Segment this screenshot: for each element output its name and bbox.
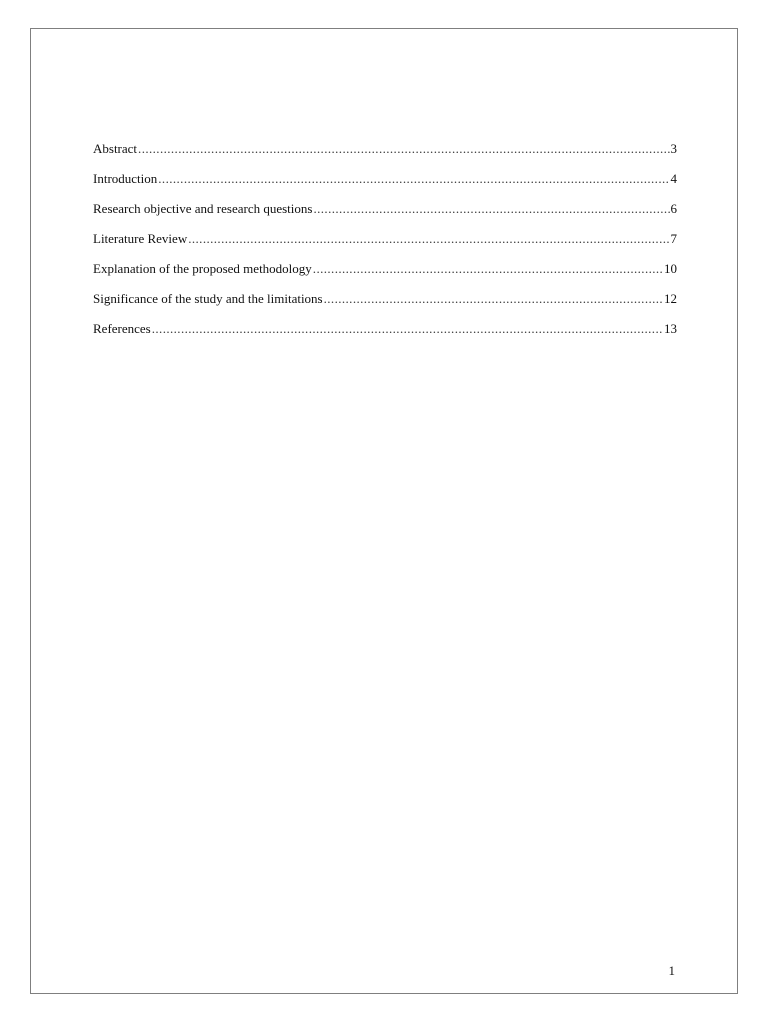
page-number: 1 (668, 963, 675, 978)
toc-entry-research-objective[interactable] (93, 201, 677, 231)
toc-entry-title: References (93, 321, 151, 336)
toc-dot-leader (313, 261, 663, 277)
toc-entry-page: 12 (664, 291, 677, 306)
toc-entry-page: 4 (670, 171, 677, 186)
toc-entry-title: Literature Review (93, 231, 188, 246)
toc-dot-leader (138, 141, 669, 157)
toc-entry-methodology[interactable] (93, 261, 677, 291)
toc-entry-title: Explanation of the proposed methodology (93, 261, 312, 276)
toc-entry-abstract[interactable] (93, 141, 677, 171)
toc-dot-leader (313, 201, 669, 217)
toc-entry-page: 3 (670, 141, 677, 156)
toc-entry-page: 6 (670, 201, 677, 216)
toc-entry-introduction[interactable] (93, 171, 677, 201)
toc-entry-title: Abstract (93, 141, 138, 156)
document-page (30, 28, 738, 994)
toc-entry-page: 10 (664, 261, 677, 276)
toc-dot-leader (158, 171, 669, 187)
toc-dot-leader (152, 321, 663, 337)
toc-entry-references[interactable] (93, 321, 677, 351)
toc-entry-literature-review[interactable] (93, 231, 677, 261)
toc-entry-title: Research objective and research questions (93, 201, 313, 216)
toc-entry-title: Significance of the study and the limitations (93, 291, 323, 306)
toc-dot-leader (188, 231, 669, 247)
toc-entry-page: 7 (670, 231, 677, 246)
toc-entry-significance[interactable] (93, 291, 677, 321)
table-of-contents (93, 141, 677, 351)
toc-entry-page: 13 (664, 321, 677, 336)
toc-entry-title: Introduction (93, 171, 158, 186)
toc-dot-leader (324, 291, 663, 307)
